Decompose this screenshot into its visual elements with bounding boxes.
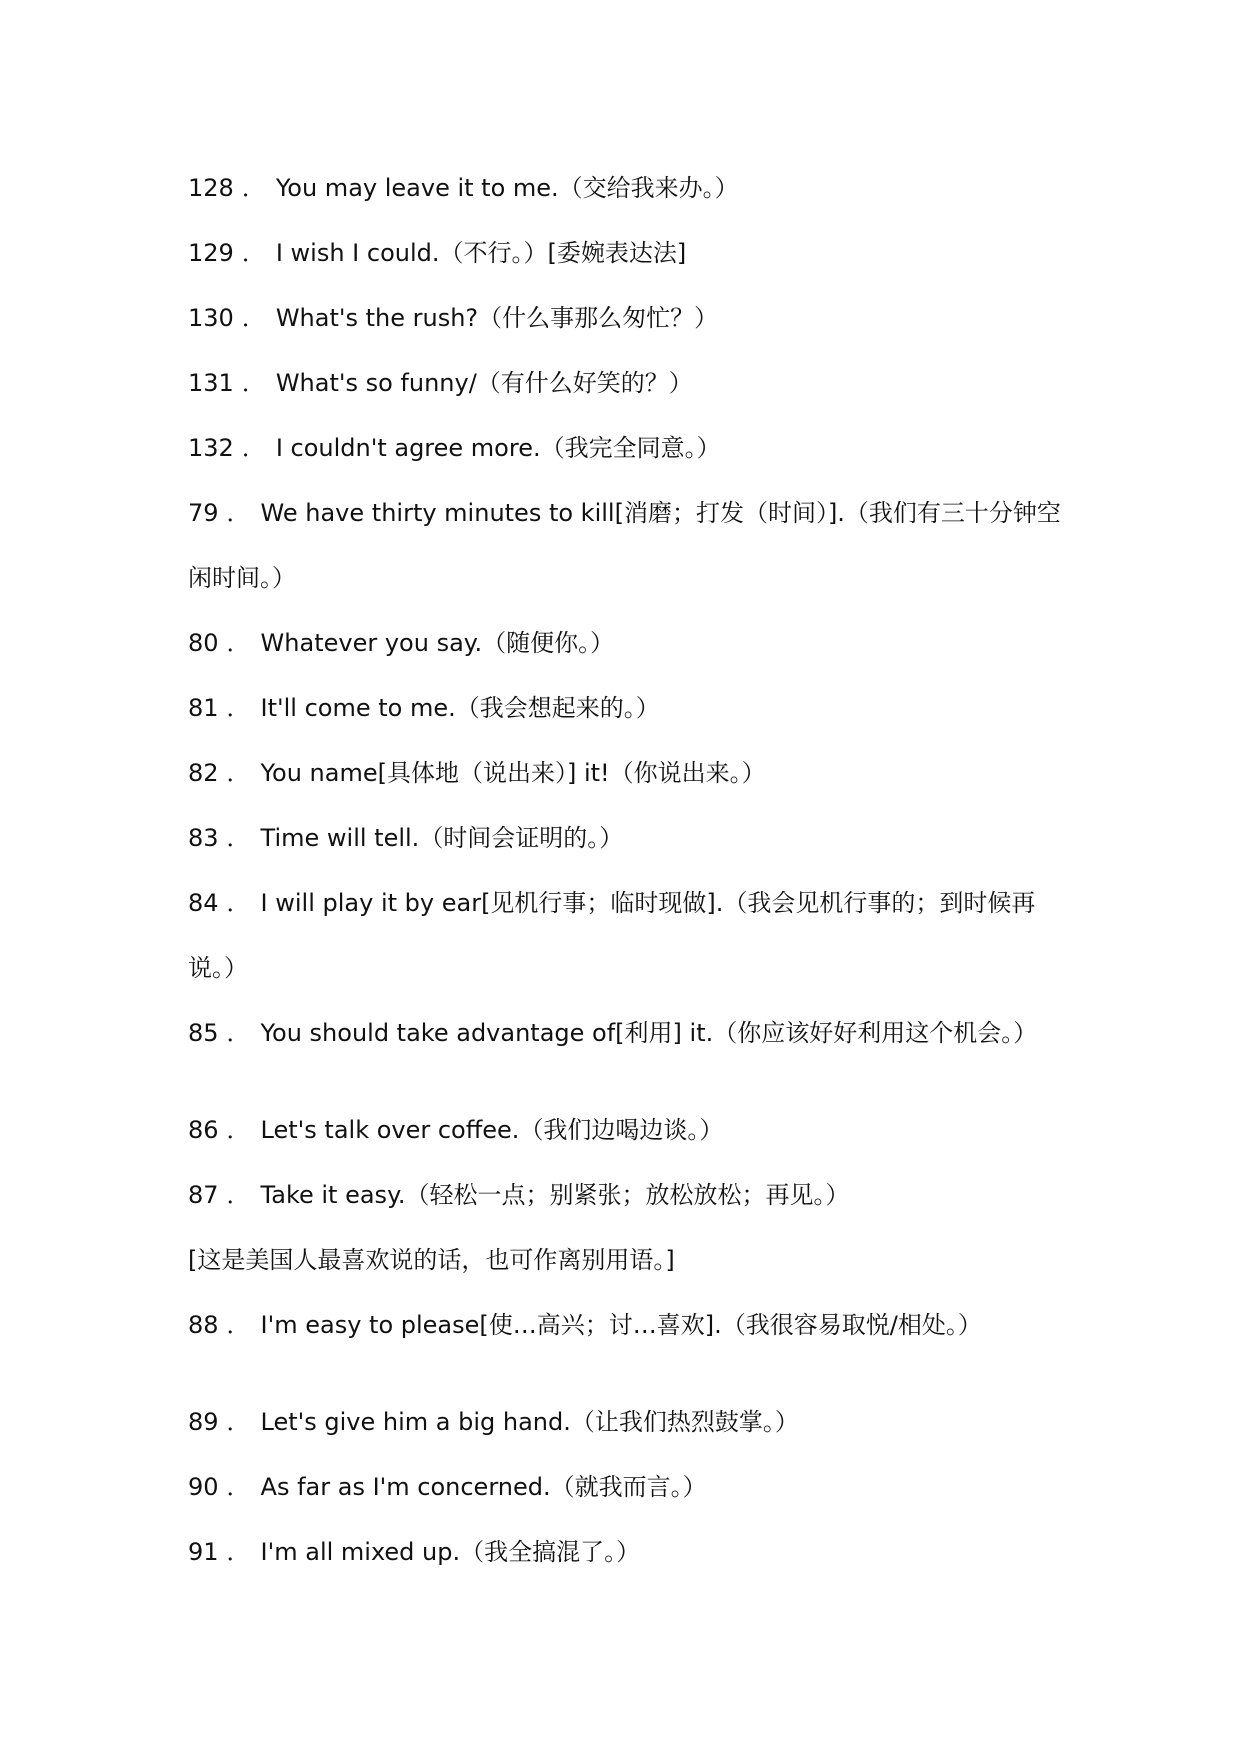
phrase-list: [188, 156, 1068, 1585]
item-separator: ．: [226, 759, 251, 787]
item-number: 132: [188, 434, 234, 462]
item-text: You should take advantage of[利用] it.（你应该好好利用这个机会。）: [260, 1019, 1038, 1047]
item-separator: ．: [226, 499, 251, 527]
list-item: [188, 221, 1068, 286]
item-text: Take it easy.（轻松一点；别紧张；放松放松；再见。）: [260, 1181, 850, 1209]
item-number: 83: [188, 824, 219, 852]
list-item: [188, 481, 1068, 611]
item-number: 80: [188, 629, 219, 657]
list-item: [188, 1163, 1068, 1228]
item-number: 88: [188, 1311, 219, 1339]
item-text: Whatever you say.（随便你。）: [260, 629, 615, 657]
item-text: Let's give him a big hand.（让我们热烈鼓掌。）: [260, 1408, 799, 1436]
item-text: I wish I could.（不行。）[委婉表达法]: [275, 239, 687, 267]
item-text: I'm easy to please[使…高兴；讨…喜欢].（我很容易取悦/相处。）: [260, 1311, 982, 1339]
item-number: 90: [188, 1473, 219, 1501]
item-number: 81: [188, 694, 219, 722]
item-text: Let's talk over coffee.（我们边喝边谈。）: [260, 1116, 724, 1144]
item-separator: ．: [241, 174, 266, 202]
list-item: [188, 1001, 1068, 1066]
item-separator: ．: [226, 694, 251, 722]
paragraph-gap: [188, 1358, 1068, 1390]
list-item: [188, 1455, 1068, 1520]
item-text: I'm all mixed up.（我全搞混了。）: [260, 1538, 641, 1566]
item-number: 89: [188, 1408, 219, 1436]
paragraph-gap: [188, 1066, 1068, 1098]
list-item: [188, 741, 1068, 806]
list-item: [188, 1098, 1068, 1163]
item-number: 85: [188, 1019, 219, 1047]
item-number: 84: [188, 889, 219, 917]
item-number: 86: [188, 1116, 219, 1144]
item-text: As far as I'm concerned.（就我而言。）: [260, 1473, 707, 1501]
item-text: I will play it by ear[见机行事；临时现做].（我会见机行事的；到时候再说。）: [188, 889, 1036, 982]
item-separator: ．: [241, 239, 266, 267]
list-item: [188, 351, 1068, 416]
list-item: [188, 156, 1068, 221]
item-number: 79: [188, 499, 219, 527]
item-text: I couldn't agree more.（我完全同意。）: [275, 434, 721, 462]
item-separator: ．: [226, 889, 251, 917]
item-number: 91: [188, 1538, 219, 1566]
list-item: [188, 1293, 1068, 1358]
item-separator: ．: [226, 1538, 251, 1566]
item-separator: ．: [226, 629, 251, 657]
item-number: 87: [188, 1181, 219, 1209]
item-separator: ．: [226, 1473, 251, 1501]
note-line: [188, 1228, 1068, 1293]
list-item: [188, 871, 1068, 1001]
item-text: What's so funny/（有什么好笑的？）: [275, 369, 693, 397]
item-text: You name[具体地（说出来）] it!（你说出来。）: [260, 759, 766, 787]
item-separator: ．: [241, 369, 266, 397]
item-number: 128: [188, 174, 234, 202]
item-number: 130: [188, 304, 234, 332]
list-item: [188, 1390, 1068, 1455]
item-number: 82: [188, 759, 219, 787]
item-separator: ．: [226, 1116, 251, 1144]
note-text: [这是美国人最喜欢说的话，也可作离别用语。]: [188, 1246, 675, 1274]
item-separator: ．: [226, 824, 251, 852]
item-text: What's the rush?（什么事那么匆忙？）: [275, 304, 719, 332]
item-text: Time will tell.（时间会证明的。）: [260, 824, 624, 852]
item-text: We have thirty minutes to kill[消磨；打发（时间）].（我们有三十分钟空闲时间。）: [188, 499, 1061, 592]
list-item: [188, 806, 1068, 871]
list-item: [188, 611, 1068, 676]
item-text: You may leave it to me.（交给我来办。）: [275, 174, 739, 202]
item-text: It'll come to me.（我会想起来的。）: [260, 694, 660, 722]
item-separator: ．: [241, 304, 266, 332]
list-item: [188, 416, 1068, 481]
list-item: [188, 1520, 1068, 1585]
item-separator: ．: [226, 1181, 251, 1209]
item-separator: ．: [226, 1408, 251, 1436]
item-separator: ．: [241, 434, 266, 462]
item-number: 131: [188, 369, 234, 397]
item-separator: ．: [226, 1019, 251, 1047]
item-number: 129: [188, 239, 234, 267]
list-item: [188, 676, 1068, 741]
item-separator: ．: [226, 1311, 251, 1339]
list-item: [188, 286, 1068, 351]
